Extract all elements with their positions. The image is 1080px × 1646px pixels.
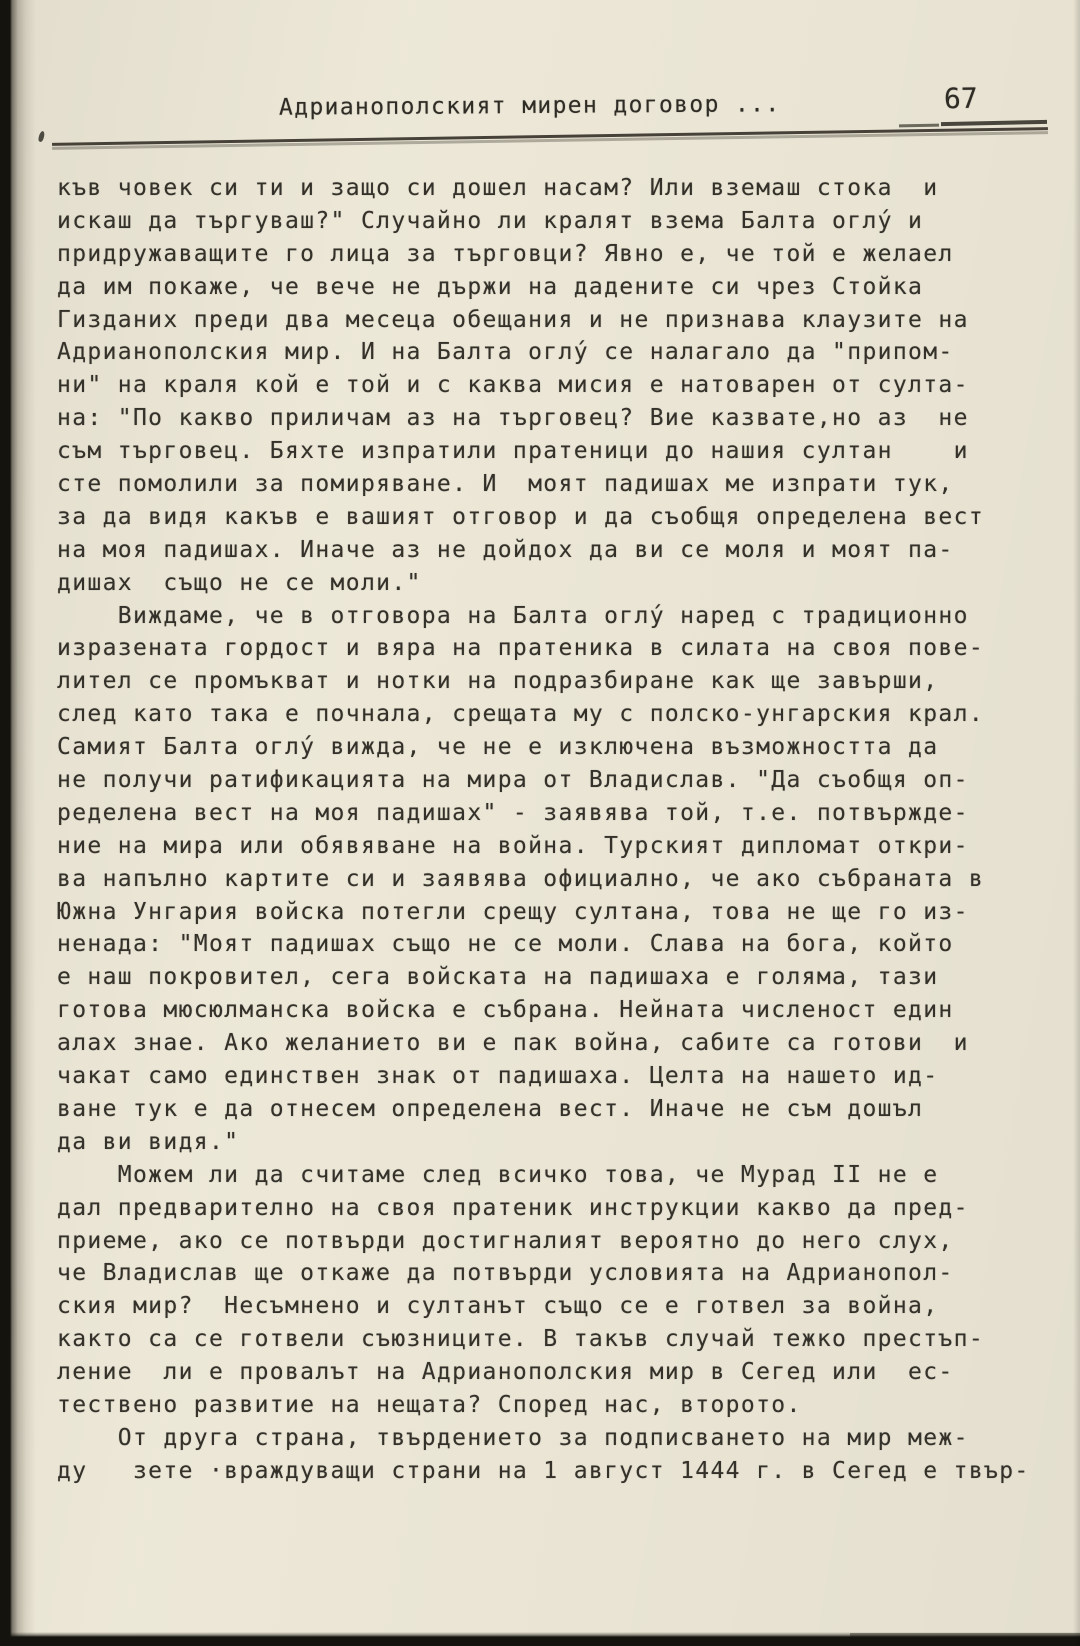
body-text [57, 172, 1057, 1488]
header-rule [52, 127, 1048, 146]
text-line: на: "По какво приличам аз на търговец? Вие казвате,но аз не [57, 405, 969, 432]
text-line: ския мир? Несъмнено и султанът също се е готвел за война, [57, 1293, 939, 1320]
text-line: придружаващите го лица за търговци? Явно е, че той е желаел [57, 240, 954, 267]
text-line: Можем ли да считаме след всичко това, че Мурад II не е [57, 1161, 939, 1188]
scan-right-edge [1073, 0, 1080, 1646]
header-dash-rule [899, 124, 939, 128]
page-number: 67 [943, 81, 979, 116]
text-line: ние на мира или обявяване на война. Турският дипломат откри- [57, 832, 969, 859]
text-line: ненада: "Моят падишах също не се моли. Слава на бога, който [57, 931, 954, 958]
text-line: след като така е почнала, срещата му с полско-унгарския крал. [57, 701, 985, 728]
text-line: съм търговец. Бяхте изпратили пратеници до нашия султан и [57, 438, 969, 465]
text-line: тествено развитие на нещата? Според нас, второто. [57, 1391, 802, 1418]
text-line: за да видя какъв е вашият отговор и да съобщя определена вест [57, 503, 985, 530]
text-line: приеме, ако се потвърди достигналият вероятно до него слух, [57, 1227, 954, 1254]
text-line: Самият Балта оглу́ вижда, че не е изключена възможността да [57, 734, 939, 761]
text-line: алах знае. Ако желанието ви е пак война, сабите са готови и [57, 1030, 969, 1057]
text-line: ление ли е провалът на Адрианополския мир в Сегед или ес- [57, 1359, 954, 1386]
text-line: сте помолили за помиряване. И моят падишах ме изпрати тук, [57, 471, 954, 498]
text-line: както са се готвели съюзниците. В такъв случай тежко престъп- [57, 1326, 985, 1353]
text-line: ва напълно картите си и заявява официално, че ако събраната в [57, 865, 985, 892]
text-line: чакат само единствен знак от падишаха. Целта на нашето ид- [57, 1063, 939, 1090]
text-line: да ви видя." [57, 1128, 240, 1155]
text-line: не получи ратификацията на мира от Владислав. "Да съобщя оп- [57, 767, 969, 794]
text-line: изразената гордост и вяра на пратеника в силата на своя пове- [57, 635, 985, 662]
text-line: ване тук е да отнесем определена вест. Иначе не съм дошъл [57, 1095, 924, 1122]
text-line: да им покаже, че вече не държи на дадените си чрез Стойка [57, 273, 924, 300]
text-line: Южна Унгария войска потегли срещу султана, това не ще го из- [57, 898, 969, 925]
scan-bottom-edge [0, 1632, 1080, 1646]
book-spine-shadow [0, 0, 36, 1646]
text-line: ни" на краля кой е той и с каква мисия е натоварен от султа- [57, 372, 969, 399]
text-line: дал предварително на своя пратеник инструкции какво да пред- [57, 1194, 969, 1221]
text-line: Гизданих преди два месеца обещания и не признава клаузите на [57, 306, 969, 333]
text-line: готова мюсюлманска войска е събрана. Нейната численост един [57, 997, 954, 1024]
text-line: От друга страна, твърдението за подписването на мир меж- [57, 1424, 969, 1451]
text-line: къв човек си ти и защо си дошел насам? Или вземаш стока и [57, 175, 939, 201]
text-line: искаш да търгуваш?" Случайно ли кралят взема Балта оглу́ и [57, 207, 924, 234]
text-line: дишах също не се моли." [57, 569, 422, 596]
text-line: ределена вест на моя падишах" - заявява той, т.е. потвържде- [57, 799, 969, 826]
page-number-underline [941, 120, 1047, 126]
stray-ink-mark [38, 131, 46, 143]
text-line: че Владислав ще откаже да потвърди условията на Адрианопол- [57, 1260, 954, 1287]
text-line: ду зете ·враждуващи страни на 1 август 1444 г. в Сегед е твър- [57, 1457, 1030, 1484]
text-line: лител се промъкват и нотки на подразбиране как ще завърши, [57, 668, 939, 695]
running-header-title: Адрианополският мирен договор ... [278, 91, 781, 121]
text-line: е наш покровител, сега войската на падишаха е голяма, тази [57, 964, 939, 991]
text-line: Виждаме, че в отговора на Балта оглу́ наред с традиционно [57, 602, 969, 629]
text-line: на моя падишах. Иначе аз не дойдох да ви се моля и моят па- [57, 536, 954, 563]
text-line: Адрианополския мир. И на Балта оглу́ се налагало да "припом- [57, 339, 954, 366]
